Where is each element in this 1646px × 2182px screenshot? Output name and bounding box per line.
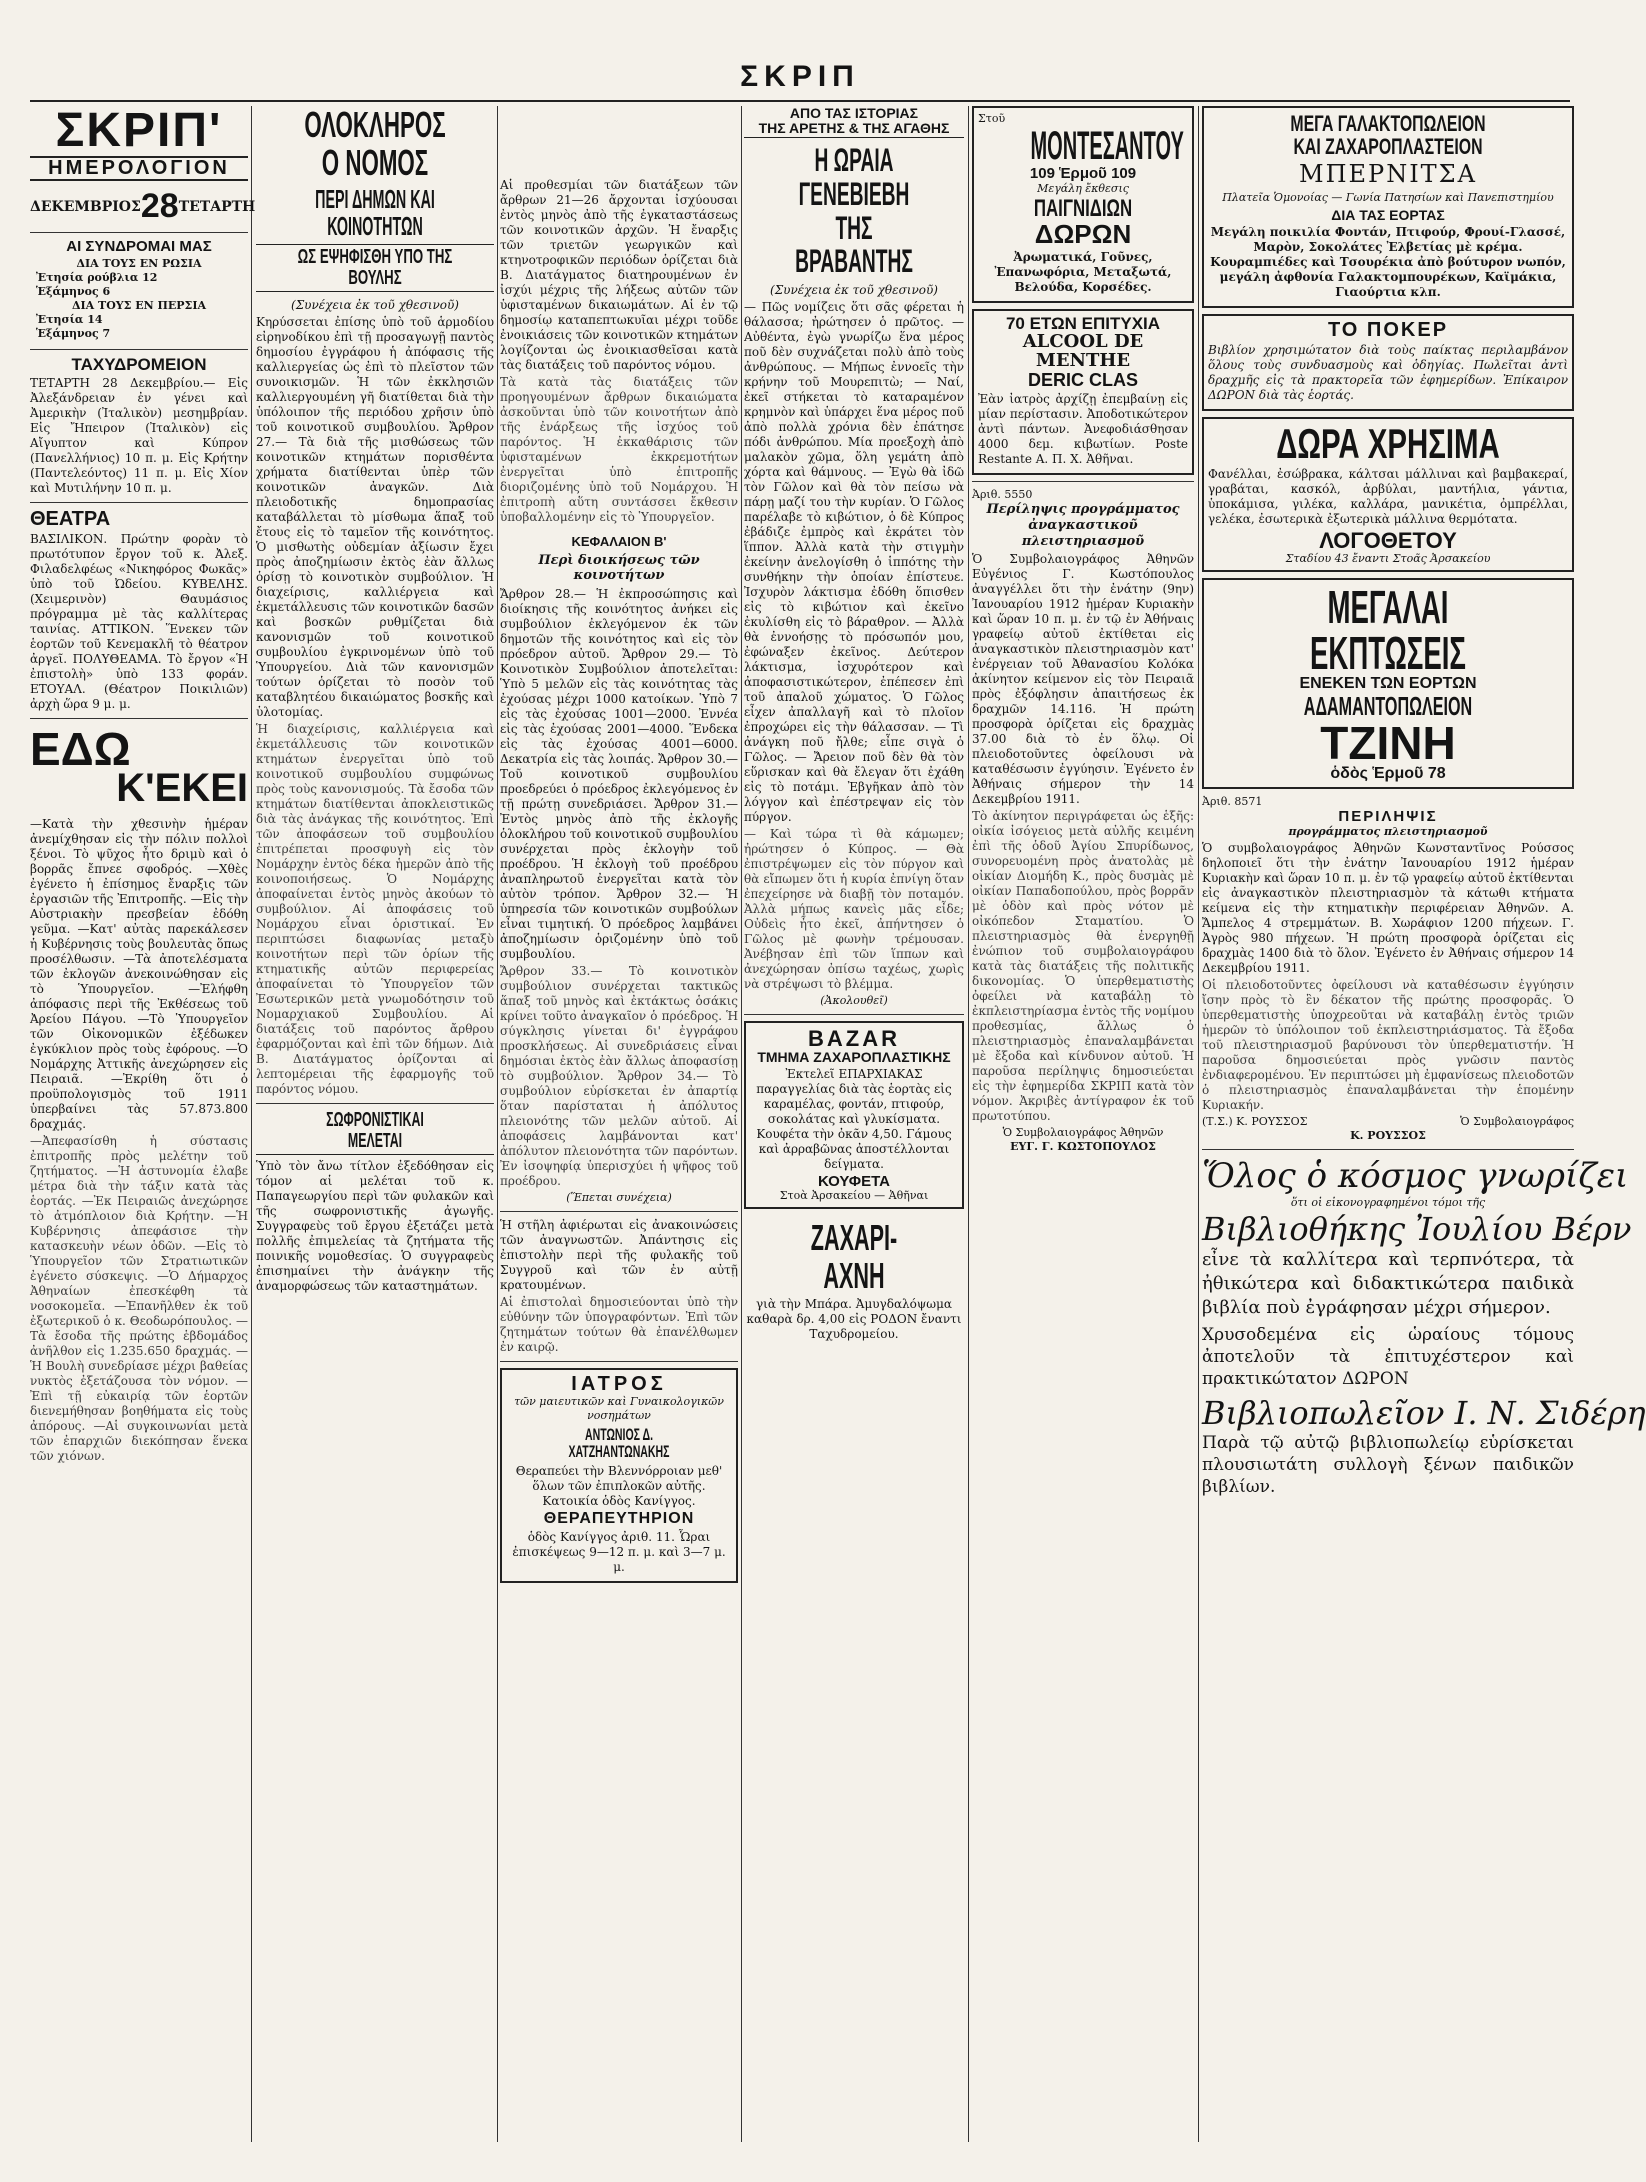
notice-signature-name: Κ. ΡΟΥΣΣΟΣ: [1350, 1128, 1426, 1142]
verne-subtitle: ὅτι οἱ εἰκονογραφημένοι τόμοι τῆς: [1290, 1195, 1486, 1209]
divider: [500, 1211, 738, 1212]
serial-body: — Πῶς νομίζεις ὅτι σᾶς φέρεται ἡ θάλασσα; ἠρώτησεν ὁ πρῶτος. — Αὐθέντα, ἐγὼ γνωρίζω ἕνα μέρος ποῦ δὲν συχνάζεται πολὺ ἀπὸ τοὺς ἀνθρώπους. — Μήπως ἐννοεῖς τὴν κρήνην τοῦ Μουρεπιτὼ; — Ναί, ἐκεῖ στήκεται τὸ καταραμένον κρημνὸν καὶ ὑπάρχει ἕνα μέρος ποῦ ἀπὸ πολλὰ χρόνια δὲν ἐπάτησε πόδι ἀνθρώπου. Μία προεξοχὴ ἀπὸ μαλακὸν χῶμα, ὅλη γεμάτη ἀπὸ χόρτα καὶ θάμνους. — Ἐγὼ θὰ ἰδῶ τὸν Γῶλον καὶ θὰ τὸν πείσω νὰ πάρῃ μαζί του τὴν κυρίαν. Ὁ Γῶλος παρέλαβε τὸ κιβώτιον, ὁ δὲ Κύπρος ἐβάδιζε ἐμπρὸς καὶ ἐκράτει τὸν ἵππον. Ἀλλὰ κατὰ τὴν στιγμὴν ἐκείνην ἀνελογίσθη ὁ ἱππότης τὴν συνθήκην τὴν ὁποίαν ἐπίστευε. Ἰσχυρὸν λάκτισμα ἐδόθη ὅπισθεν εἰς τὸ κιβώτιον καὶ ἐκεῖνο ἐκυλίσθη εἰς τὸ βάραθρον. — Ἀλλὰ θὰ ἐννοήσῃς τὸ πρόσωπόν μου, ἐφώναξεν ἐκεῖνος. Δεύτερον λάκτισμα, ἰσχυρότερον καὶ ἀποφασιστικώτερον, ἐπέπεσεν ἐπὶ τοῦ ἀπαλοῦ χώματος. Ὁ Γῶλος εἶχεν ἀπαλλαγῆ καὶ τὸ πλοῖον ἐπροχώρει εἰς τὴν θάλασσαν. — Τὶ ἀνάγκη ποῦ ἤλθε; εἶπε σιγὰ ὁ Γῶλος. — Ἄρειον ποῦ δὲν θὰ τὸν εὕρισκαν καὶ θὰ ἔλεγαν ὅτι ἐχάθη εἰς τὸ ποτάμι. Ἐβγῆκαν ἀπὸ τὸν λόγγον καὶ ἐπέστρεψαν εἰς τὸν πύργον.: [744, 299, 964, 824]
montesantou-address: 109 Ἑρμοῦ 109: [1029, 165, 1137, 182]
notice-signature: Ὁ Συμβολαιογράφος Ἀθηνῶν: [1002, 1125, 1164, 1139]
letters-body: Ἡ στῆλη ἀφιέρωται εἰς ἀνακοινώσεις τῶν ἀναγνωστῶν. Ἀπάντησις εἰς ἐπιστολὴν περὶ τῆς φυλακῆς τοῦ Συγγροῦ καὶ τῶν ἐν αὐτῇ κρατουμένων.: [500, 1217, 738, 1292]
divider: [744, 1014, 964, 1015]
paper-title: ΣΚΡΙΠ': [55, 104, 223, 157]
chapter-heading: ΚΕΦΑΛΑΙΟΝ Β': [571, 534, 667, 549]
law-headline-note-text: ΩΣ ΕΨΗΦΙΣΘΗ ΥΠΟ ΤΗΣ ΒΟΥΛΗΣ: [297, 246, 453, 290]
edo-title: ΕΔΩ: [30, 722, 131, 775]
notice-body-continued: Οἱ πλειοδοτοῦντες ὀφείλουσι νὰ καταθέσωσιν ἐγγύησιν ἴσην πρὸς τὸ ἓν δέκατον τῆς πρώτης προσφορᾶς. Ὁ ὑπερθεματιστὴς ὑποχρεοῦται νὰ καταβάλῃ ἐντὸς τριῶν ἡμερῶν τὸ ὑπόλοιπον τοῦ ἐκπλειστηριάσματος. Τὰ ἔξοδα τοῦ πλειστηριασμοῦ βαρύνουσι τὸν ὑπερθεματιστήν. Ἡ παροῦσα δημοσιεύεται πρὸς γνῶσιν παντὸς ἐνδιαφερομένου. Ἐν περιπτώσει μὴ ἐμφανίσεως πλειοδοτῶν ὁ πλειστηριασμὸς ἐπαναλαμβάνεται τὴν ἑπομένην Κυριακήν.: [1202, 977, 1574, 1112]
montesantou-sub: Μεγάλη ἔκθεσις: [1037, 181, 1129, 195]
subscriptions-line: ΔΙΑ ΤΟΥΣ ΕΝ ΠΕΡΣΙΑ: [71, 299, 207, 313]
doctor-text: Θεραπεύει τὴν Βλεννόρροιαν μεθ' ὅλων τῶν ἐπιπλοκῶν αὐτῆς. Κατοικία ὁδὸς Κανίγγος.: [515, 1464, 723, 1509]
date-month: ΔΕΚΕΜΒΡΙΟΣ: [30, 198, 141, 215]
gifts-address: Σταδίου 43 ἔναντι Στοᾶς Ἀρσακείου: [1285, 552, 1491, 566]
divider: [30, 718, 248, 719]
law-headline-sub: [256, 183, 494, 241]
bernitsa-text: Μεγάλη ποικιλία Φοντάν, Πτιφούρ, Φρουί-Γλασσέ, Μαρὸν, Σοκολάτες Ἐλβετίας μὲ κρέμα. Κουραμπιέδες καὶ Τσουρέκια ἀπὸ βούτυρον νωπόν, μεγάλη ἀφθονία Γαλακτομπουρέκων, Καϊμάκια, Γιαούρτια κλπ.: [1210, 225, 1566, 300]
serial-headline-text: Η ΩΡΑΙΑ ΓΕΝΕΒΙΕΒΗ: [798, 142, 910, 212]
montesantou-kicker: Στοῦ: [978, 112, 1006, 125]
bernitsa-ad: [1202, 106, 1574, 308]
law-body-continued: Ἡ διαχείρισις, καλλιέργεια καὶ ἐκμετάλλευσις τῶν κοινοτικῶν κτημάτων ἐνεργεῖται ὑπὸ τοῦ κοινοτικοῦ συμβουλίου συμφώνως πρὸς τοὺς κανονισμούς. Τὰ ἔσοδα τῶν κτημάτων διατίθενται ἀποκλειστικῶς διὰ τὰς ἀνάγκας τῆς κοινότητος. Ἐπὶ τῶν ἀποφάσεων τοῦ συμβουλίου ἐπιτρέπεται προσφυγὴ εἰς τὸν Νομάρχην ἐντὸς δέκα ἡμερῶν ἀπὸ τῆς κοινοποιήσεως. Ὁ Νομάρχης ἀποφαίνεται ἐντὸς μηνὸς ἀκούων τὸ συμβούλιον. Αἱ ἀποφάσεις τοῦ Νομάρχου εἶναι ὁριστικαί. Ἐν περιπτώσει διαφωνίας μεταξὺ κοινοτήτων περὶ τῶν ὁρίων τῆς κτηματικῆς αὐτῶν περιφερείας ἀποφαίνεται τὸ Ὑπουργεῖον τῶν Ἐσωτερικῶν μετὰ γνωμοδότησιν τοῦ Νομαρχιακοῦ Συμβουλίου. Αἱ διατάξεις τοῦ παρόντος ἄρθρου ἐφαρμόζονται καὶ ἐπὶ τῶν δήμων. Διὰ Β. Διατάγματος ὁρίζονται αἱ λεπτομέρειαι τῆς ἐφαρμογῆς τοῦ παρόντος νόμου.: [256, 722, 494, 1097]
menthe-ad: [972, 309, 1194, 475]
discount-address: ὁδὸς Ἑρμοῦ 78: [1330, 765, 1446, 783]
masthead-rule: [30, 100, 1570, 102]
verne-text: εἶνε τὰ καλλίτερα καὶ τερπνότερα, τὰ ἠθικώτερα καὶ διδακτικώτερα παιδικὰ βιβλία ποὺ ἐγράφησαν μέχρι σήμερον.: [1202, 1248, 1574, 1318]
divider: [30, 232, 248, 233]
montesantou-gifts: ΔΩΡΩΝ: [1034, 218, 1132, 249]
notice-body-continued: Τὸ ἀκίνητον περιγράφεται ὡς ἑξῆς: οἰκία ἰσόγειος μετὰ αὐλῆς κειμένη ἐπὶ τῆς ὁδοῦ Ἀγίου Σπυρίδωνος, συνορευομένη πρὸς ἀνατολὰς μὲ οἰκίαν Διομήδη Κ., πρὸς δυσμὰς μὲ οἰκίαν Παπαδοπούλου, πρὸς βορρᾶν μὲ ὁδὸν καὶ πρὸς νότον μὲ οἰκόπεδον Σταματίου. Ὁ πλειστηριασμὸς θὰ ἐνεργηθῇ ἐνώπιον τοῦ συμβολαιογράφου κατὰ τὰς διατάξεις τῆς πολιτικῆς δικονομίας. Ὁ ὑπερθεματιστὴς ὀφείλει νὰ καταβάλῃ τὸ ἐκπλειστηρίασμα ἐντὸς τῆς νομίμου προθεσμίας, ἄλλως ὁ πλειστηριασμὸς ἐπαναλαμβάνεται μὲ ἔξοδα καὶ κίνδυνον αὐτοῦ. Ἡ παροῦσα περίληψις δημοσιεύεται εἰς τὴν ἐφημερίδα ΣΚΡΙΠ κατὰ τὸν νόμον. Ἀκριβὲς ἀντίγραφον ἐκ τοῦ πρωτοτύπου.: [972, 808, 1194, 1123]
sub-article-body: Ὑπὸ τὸν ἄνω τίτλον ἐξεδόθησαν εἰς τόμον αἱ μελέται τοῦ κ. Παπαγεωργίου περὶ τῶν φυλακῶν καὶ τῆς σωφρονιστικῆς ἀγωγῆς. Συγγραφεὺς τοῦ ἔργου ἐξετάζει μετὰ πολλῆς ἐπιμελείας τὰ ζητήματα τῆς ποινικῆς νομοθεσίας. Ὁ συγγραφεὺς ἐπισημαίνει τὴν ἀνάγκην τῆς ἀναμορφώσεως τῶν καταστημάτων.: [256, 1159, 494, 1294]
post-office-title: ΤΑΧΥΔΡΟΜΕΙΟΝ: [71, 355, 207, 375]
discount-shop-text: ΑΔΑΜΑΝΤΟΠΩΛΕΙΟΝ: [1303, 690, 1473, 721]
montesantou-toys: [978, 196, 1188, 221]
notice-number: Ἀριθ. 8571: [1202, 795, 1263, 809]
bernitsa-title-sub: [1208, 135, 1568, 158]
chapter-body-continued: Ἄρθρον 33.— Τὸ κοινοτικὸν συμβούλιον συνέρχεται τακτικῶς ἅπαξ τοῦ μηνὸς καὶ ἐκτάκτως ὁσάκις κρίνει τοῦτο ἀναγκαῖον ὁ πρόεδρος. Ἡ σύγκλησις γίνεται δι' ἐγγράφου προσκλήσεως. Αἱ συνεδριάσεις εἶναι δημόσιαι ἐκτὸς ἐὰν ἄλλως ἀποφασίσῃ τὸ συμβούλιον. Ἄρθρον 34.— Τὸ συμβούλιον εὑρίσκεται ἐν ἀπαρτίᾳ ὅταν παρίσταται ἡ ἀπόλυτος πλειονότης τῶν μελῶν αὐτοῦ. Αἱ ἀποφάσεις λαμβάνονται κατ' ἀπόλυτον πλειονότητα τῶν παρόντων. Ἐν ἰσοψηφίᾳ ὑπερισχύει ἡ ψῆφος τοῦ προέδρου.: [500, 963, 738, 1188]
notice-subtitle: προγράμματος πλειστηριασμοῦ: [1288, 824, 1488, 838]
doctor-specialty: τῶν μαιευτικῶν καὶ Γυναικολογικῶν νοσημάτων: [514, 1394, 724, 1422]
doctor-ad: [500, 1368, 738, 1583]
chapter-title: Περὶ διοικήσεως τῶν κοινοτήτων: [538, 552, 700, 583]
notice-title: Περίληψις προγράμματος ἀναγκαστικοῦ πλειστηριασμοῦ: [986, 501, 1180, 549]
column-law: [256, 106, 494, 2136]
gifts-title-text: ΔΩΡΑ ΧΡΗΣΙΜΑ: [1276, 420, 1500, 468]
montesantou-toys-text: ΠΑΙΓΝΙΔΙΩΝ: [1033, 194, 1133, 222]
notice-signatures: [1202, 1115, 1574, 1129]
discount-ad: [1202, 578, 1574, 789]
date-day: 28: [140, 187, 179, 226]
gifts-title: [1208, 420, 1568, 468]
theatres-title: ΘΕΑΤΡΑ: [30, 507, 111, 530]
notice-signature-title: Ὁ Συμβολαιογράφος: [1460, 1114, 1574, 1128]
gifts-text: Φανέλλαι, ἐσώβρακα, κάλτσαι μάλλιναι καὶ βαμβακεραί, γραβάται, κασκόλ, ἀρβύλαι, μαντήλια, γάντια, ὑποκάμισα, γιλέκα, καλλάρα, μανικέτια, ὀμπρέλλαι, γελέκα, ἐσωτερικὰ ἐξωτερικὰ μάλλινα θερμότατα.: [1208, 467, 1568, 527]
divider: [30, 502, 248, 503]
column-calendar: [30, 104, 256, 2136]
montesantou-items: Ἀρωματικά, Γοῦνες, Ἐπανωφόρια, Μεταξωτά, Βελούδα, Κορσέδες.: [994, 250, 1172, 295]
notice-signature-name: ΕΥΓ. Γ. ΚΩΣΤΟΠΟΥΛΟΣ: [1010, 1139, 1156, 1153]
menthe-title: 70 ΕΤΩΝ ΕΠΙΤΥΧΙΑ: [1005, 314, 1161, 334]
gifts-ad: [1202, 417, 1574, 572]
sub-article-title-text: ΣΩΦΡΟΝΙΣΤΙΚΑΙ ΜΕΛΕΤΑΙ: [326, 1109, 424, 1153]
verne-library-name: Βιβλιοθήκης Ἰουλίου Βέρν: [1202, 1209, 1632, 1248]
column-divider: [1198, 106, 1199, 2142]
subscriptions-list: [30, 255, 248, 343]
subscriptions-line: Ἐτησία ρούβλια 12: [36, 271, 158, 285]
column-divider: [497, 106, 498, 2142]
doctor-name-text: ΑΝΤΩΝΙΟΣ Δ. ΧΑΤΖΗΑΝΤΩΝΑΚΗΣ: [568, 1424, 670, 1462]
poker-ad: [1202, 314, 1574, 411]
discount-owner: ΤΖΙΝΗ: [1320, 717, 1456, 770]
law-body: Κηρύσσεται ἐπίσης ὑπὸ τοῦ ἁρμοδίου εἰρηνοδίκου ἐπὶ τῇ προσαγωγῇ παντὸς δημοσίου ἐγγράφου ἡ ἀπόφασις τῆς καλλιεργείας ὡς ἐπὶ τὸ πλεῖστον τῶν συνοικισμῶν. Ἡ τῶν ἐκκλησιῶν καλλιεργουμένη γῆ διατίθεται διὰ τὴν ὑπόλοιπον τῆς περιόδου χρῆσιν ὑπὸ τοῦ κοινοτικοῦ συμβουλίου. Ἄρθρον 27.— Τὰ διὰ τῆς μισθώσεως τῶν κοινοτικῶν κτημάτων πορισθέντα χρήματα διατίθενται ὑπὲρ τῶν κοινοτικῶν ἀναγκῶν. Διὰ πλειοδοτικῆς δημοπρασίας καταβάλλεται τὸ μίσθωμα ἅπαξ τοῦ ἔτους εἰς τὸ ταμεῖον τῆς κοινότητος. Ὁ μισθωτὴς οὐδεμίαν ἀξίωσιν ἔχει πρὸς ἀποζημίωσιν ἐκτὸς ἐὰν ἄλλως ὁρίσῃ τὸ κοινοτικὸν συμβούλιον. Ἡ διαχείρισις, καλλιέργεια καὶ ἐκμετάλλευσις τῶν κοινοτικῶν δασῶν καὶ βοσκῶν ρυθμίζεται διὰ κανονισμῶν τοῦ κοινοτικοῦ συμβουλίου ἐγκρινομένων ὑπὸ τοῦ Ὑπουργείου. Διὰ τῶν κανονισμῶν τούτων ὁρίζεται τὸ ποσὸν τοῦ καταβλητέου δικαιώματος βοσκῆς καὶ ὑλοτομίας.: [256, 315, 494, 720]
subscriptions-line: Ἑξάμηνος 7: [36, 327, 111, 341]
column-divider: [741, 106, 742, 2142]
law-articles-continued: Τὰ κατὰ τὰς διατάξεις τῶν προηγουμένων ἄρθρων δικαιώματα ἀσκοῦνται ὑπὸ τῶν κοινοτήτων ἀπὸ τῆς ἐνάρξεως τῆς ἰσχύος τοῦ παρόντος. Ἡ ἐκκαθάρισις τῶν ὑφισταμένων ἐκκρεμοτήτων ἐνεργεῖται ὑπὸ ἐπιτροπῆς διοριζομένης ὑπὸ τοῦ Νομάρχου. Ἡ ἐπιτροπὴ αὕτη συντάσσει ἔκθεσιν ὑποβαλλομένην εἰς τὸ Ὑπουργεῖον.: [500, 375, 738, 524]
zachari-title-text: ΖΑΧΑΡΙ-ΑΧΝΗ: [810, 1217, 898, 1297]
column-ads: [972, 106, 1194, 2136]
divider: [256, 1103, 494, 1104]
bernitsa-name: ΜΠΕΡΝΙΤΣΑ: [1299, 160, 1477, 189]
bazar-ad: [744, 1021, 964, 1210]
menthe-product: ALCOOL DE MENTHE: [1022, 331, 1144, 371]
discount-title-sub: [1208, 627, 1568, 680]
bazar-kufeta: ΚΟΥΦΕΤΑ: [817, 1172, 891, 1190]
clinic-title: ΘΕΡΑΠΕΥΤΗΡΙΟΝ: [543, 1510, 695, 1528]
discount-title-sub-text: ΕΚΠΤΩΣΕΙΣ: [1310, 627, 1466, 680]
bernitsa-address: Πλατεῖα Ὁμονοίας — Γωνία Πατησίων καὶ Πανεπιστημίου: [1222, 191, 1554, 205]
law-headline-sub-text: ΠΕΡΙ ΔΗΜΩΝ ΚΑΙ ΚΟΙΝΟΤΗΤΩΝ: [315, 183, 435, 241]
ekei-title: Κ'ΕΚΕΙ: [116, 766, 248, 811]
bernitsa-title: [1208, 112, 1568, 135]
serial-headline-sub: [744, 209, 964, 280]
doctor-label: ΙΑΤΡΟΣ: [571, 1372, 667, 1395]
continues-note: (Ἕπεται συνέχεια): [566, 1190, 672, 1204]
serial-body-continued: — Καὶ τώρα τὶ θὰ κάμωμεν; ἠρώτησεν ὁ Κύπρος. — Θὰ ἐπιστρέψωμεν εἰς τὸν πύργον καὶ θὰ εἴπωμεν ὅτι ἡ κυρία ἐπνίγη ὅταν ἐπεχείρησε νὰ διαβῇ τὸν ποταμόν. Ἀλλὰ μήπως κανεὶς μᾶς εἶδε; Οὐδεὶς ἦτο ἐκεῖ, ἀπήντησεν ὁ Γῶλος μὲ φωνὴν τρέμουσαν. Ἀνέβησαν ἐπὶ τῶν ἵππων καὶ ἀνεχώρησαν ὀπίσω ταχέως, χωρὶς νὰ στρέψωσι τὸ βλέμμα.: [744, 826, 964, 991]
divider: [30, 349, 248, 350]
zachari-title: [744, 1219, 964, 1295]
serial-headline: [744, 144, 964, 211]
montesantou-headline: [978, 126, 1188, 166]
news-briefs-continued: —Ἀπεφασίσθη ἡ σύστασις ἐπιτροπῆς πρὸς μελέτην τοῦ ζητήματος. —Ἡ ἀστυνομία ἐλαβε μέτρα διὰ τὴν τάξιν κατὰ τὰς ἑορτάς. —Ἐκ Πειραιῶς ἀνεχώρησε τὸ ἀτμόπλοιον διὰ Κρήτην. —Ἡ Κυβέρνησις ἀπεφάσισε τὴν κατασκευὴν νέων ὁδῶν. —Εἰς τὸ Ὑπουργεῖον τῶν Στρατιωτικῶν ἐγένετο σύσκεψις. —Ὁ Δήμαρχος Ἀθηναίων ἐπεσκέφθη τὰ νοσοκομεῖα. —Ἐπανῆλθεν ἐκ τοῦ ἐξωτερικοῦ ὁ κ. Θεοδωρόπουλος. —Τὰ ἔσοδα τῆς πρώτης ἑβδομάδος ἀνῆλθον εἰς 1.235.650 δραχμάς. —Ἡ Βουλὴ συνεδρίασε μέχρι βαθείας νυκτὸς ἐξετάζουσα τὸν νόμον. —Ἐπὶ τῇ εὐκαιρίᾳ τῶν ἑορτῶν διενεμήθησαν βοηθήματα εἰς τοὺς ἀπόρους. —Αἱ συγκοινωνίαι μετὰ τῶν ἐπαρχιῶν διεκόπησαν ἕνεκα τῶν χιόνων.: [30, 1134, 248, 1464]
continued-note: (Συνέχεια ἐκ τοῦ χθεσινοῦ): [291, 298, 459, 313]
clinic-text: ὁδὸς Κανίγγος ἀριθ. 11. Ὧραι ἐπισκέψεως 9—12 π. μ. καὶ 3—7 μ. μ.: [512, 1530, 726, 1575]
bazar-address: Στοὰ Ἀρσακείου — Ἀθῆναι: [779, 1189, 929, 1203]
verne-bookshop: Βιβλιοπωλεῖον Ι. Ν. Σιδέρη: [1202, 1393, 1646, 1432]
subscriptions-line: Ἐτησία 14: [36, 313, 103, 327]
column-divider: [968, 106, 969, 2142]
paper-subtitle: ΗΜΕΡΟΛΟΓΙΟΝ: [30, 156, 248, 181]
date-line: [30, 187, 256, 226]
menthe-text: Ἐὰν ἰατρὸς ἀρχίζῃ ἐπεμβαίνῃ εἰς μίαν περίστασιν. Ἀποδοτικώτερον ἀντὶ πάντων. Ἀνεφοδιάσθησαν 4000 δεμ. κιβωτίων. Poste Restante Α. Π. Χ. Ἀθῆναι.: [978, 391, 1188, 466]
column-serial: [744, 106, 964, 2136]
law-headline-note: [256, 244, 494, 292]
gifts-shop: ΛΟΓΟΘΕΤΟΥ: [1319, 528, 1457, 554]
column-ads-right: [1202, 106, 1646, 2136]
notice-signature-seal: (Τ.Σ.) Κ. ΡΟΥΣΣΟΣ: [1202, 1114, 1308, 1128]
post-office-text: ΤΕΤΑΡΤΗ 28 Δεκεμβρίου.— Εἰς Ἀλεξάνδρειαν ἐν γένει καὶ Ἀμερικὴν (Ἰταλικὸν) μεσημβρίαν. Εἰς Ἤπειρον (Ἰταλικὸν) εἰς Αἴγυπτον καὶ Κύπρον (Πανελλήνιος) 10 π. μ. Εἰς Κρήτην (Παντελεόντος) 11 π. μ. Εἰς Χίον καὶ Μυτιλήνην 10 π. μ.: [30, 375, 248, 495]
continues-note: (Ἀκολουθεῖ): [820, 993, 888, 1007]
masthead: ΣΚΡΙΠ: [740, 60, 860, 93]
menthe-brand: DERIC CLAS: [1027, 369, 1138, 390]
law-headline-text: ΟΛΟΚΛΗΡΟΣ Ο ΝΟΜΟΣ: [304, 104, 446, 183]
bernitsa-title-text: ΜΕΓΑ ΓΑΛΑΚΤΟΠΩΛΕΙΟΝ: [1290, 111, 1486, 136]
divider: [500, 1361, 738, 1362]
bernitsa-sub: ΔΙΑ ΤΑΣ ΕΟΡΤΑΣ: [1331, 207, 1445, 224]
theatres-text: ΒΑΣΙΛΙΚΟΝ. Πρώτην φορὰν τὸ πρωτότυπον ἔργον τοῦ κ. Ἀλεξ. Φιλαδελφέως «Νικηφόρος Φωκᾶς» ὑπὸ τοῦ Ὠδείου. ΚΥΒΕΛΗΣ. (Χειμερινὸν) Θαυμάσιος πρόγραμμα μὲ τὰς καλλίτερας ταινίας. ΑΤΤΙΚΟΝ. Ἕνεκεν τῶν ἑορτῶν τοῦ Κενεμακλῆ τὸ θέατρον ἀργεῖ. ΠΟΛΥΘΕΑΜΑ. Τὸ ἔργον «Ἡ ἐπιστολὴ» ὑπὸ 133 φοράν. ΕΤΟΥΑΛ. (Θέατρον Ποικιλιῶν) ἀρχὴ ὥρα 9 μ. μ.: [30, 531, 248, 711]
chapter-body: Ἄρθρον 28.— Ἡ ἐκπροσώπησις καὶ διοίκησις τῆς κοινότητος ἀνήκει εἰς συμβούλιον ἐκλεγόμενον ἐκ τῶν δημοτῶν τῆς κοινότητος καὶ εἰς τὸν πρόεδρον αὐτοῦ. Ἄρθρον 29.— Τὸ Κοινοτικὸν Συμβούλιον ἀποτελεῖται: Ὑπὸ 5 μελῶν εἰς τὰς κοινότητας τὰς ἐχούσας μέχρι 1000 κατοίκων. Ὑπὸ 7 εἰς τὰς ἐχούσας 1001—2000. Ἐννέα εἰς τὰς ἐχούσας 2001—4000. Ἕνδεκα εἰς τὰς ἐχούσας 4001—6000. Δεκατρία εἰς τὰς λοιπάς. Ἄρθρον 30.— Τοῦ κοινοτικοῦ συμβουλίου προεδρεύει ὁ πρόεδρος ἐκλεγόμενος ἐν τῇ πρώτῃ συνεδριάσει. Ἄρθρον 31.— Ἐντὸς μηνὸς ἀπὸ τῆς ἐκλογῆς ὁλοκλήρου τοῦ κοινοτικοῦ συμβουλίου συνέρχεται πρὸς ἐκλογὴν τοῦ προέδρου. Ἡ ἐκλογὴ τοῦ προέδρου ἀναπληρωτοῦ ἐνεργεῖται κατὰ τὸν αὐτὸν τρόπον. Ἄρθρον 32.— Ἡ ὑπηρεσία τῶν κοινοτικῶν συμβούλων εἶναι τιμητική. Ὁ πρόεδρος λαμβάνει ἀποζημίωσιν ὁριζομένην ὑπὸ τοῦ συμβουλίου.: [500, 586, 738, 961]
montesantou-headline-text: ΜΟΝΤΕΣΑΝΤΟΥ: [1030, 124, 1184, 168]
subscriptions-line: Ἑξάμηνος 6: [36, 285, 111, 299]
poker-text: Βιβλίον χρησιμώτατον διὰ τοὺς παίκτας περιλαμβάνον ὅλους τοὺς συνδυασμοὺς καὶ ὁδηγίας. Πωλεῖται ἀντὶ δραχμῆς εἰς τὰ πρακτορεῖα τῶν ἐφημερίδων. Ἐπίκαιρον ΔΩΡΟΝ διὰ τὰς ἑορτάς.: [1208, 343, 1568, 403]
poker-title: ΤΟ ΠΟΚΕΡ: [1327, 319, 1449, 342]
divider: [972, 481, 1194, 482]
subscriptions-title: ΑΙ ΣΥΝΔΡΟΜΑΙ ΜΑΣ: [66, 238, 212, 256]
date-weekday: ΤΕΤΑΡΤΗ: [178, 198, 256, 215]
sub-article-title: [256, 1110, 494, 1155]
bazar-title: BAZAR: [808, 1025, 900, 1051]
doctor-name: [506, 1426, 732, 1462]
letters-body-continued: Αἱ ἐπιστολαὶ δημοσιεύονται ὑπὸ τὴν εὐθύνην τῶν ὑπογραφόντων. Ἐπὶ τῶν ζητημάτων τούτων θὰ ἐπανέλθωμεν ἐν καιρῷ.: [500, 1294, 738, 1354]
discount-title-text: ΜΕΓΑΛΑΙ: [1327, 581, 1449, 634]
serial-kicker: ΑΠΟ ΤΑΣ ΙΣΤΟΡΙΑΣ: [789, 105, 919, 121]
verne-offer: Χρυσοδεμένα εἰς ὡραίους τόμους ἀποτελοῦν τὰ ἐπιτυχέστερον καὶ πρακτικώτατον ΔΩΡΟΝ: [1202, 1324, 1574, 1389]
discount-title: [1208, 581, 1568, 634]
law-headline: [256, 106, 494, 182]
verne-headline: Ὅλος ὁ κόσμος γνωρίζει: [1202, 1155, 1629, 1196]
serial-headline-sub-text: ΤΗΣ ΒΡΑΒΑΝΤΗΣ: [795, 209, 913, 280]
bernitsa-title-sub-text: ΚΑΙ ΖΑΧΑΡΟΠΛΑΣΤΕΙΟΝ: [1293, 134, 1483, 160]
column-divider: [251, 106, 252, 2142]
notice-body: Ὁ Συμβολαιογράφος Ἀθηνῶν Εὐγένιος Γ. Κωστόπουλος ἀναγγέλλει ὅτι τὴν ἐνάτην (9ην) Ἰανουαρίου 1912 ἡμέραν Κυριακὴν καὶ ὥραν 10 π. μ. ἐν τῷ ἐν Ἀθήναις γραφείῳ αὐτοῦ ἐκτίθεται εἰς ἀναγκαστικὸν πλειστηριασμὸν κατ' ἐνέργειαν τοῦ Ἀθανασίου Κολόκα ἀκίνητον κείμενον εἰς τὸν Πειραιᾶ πρὸς ἐξόφλησιν ἀπαιτήσεως ἐκ δραχμῶν 14.116. Ἡ πρώτη προσφορὰ ὁρίζεται εἰς δραχμὰς 37.00 διὰ τὸ ἐν ὅλῳ. Οἱ πλειοδοτοῦντες ὀφείλουσι νὰ καταθέσωσιν ἐγγύησιν. Ἐγένετο ἐν Ἀθήναις σήμερον τὴν 14 Δεκεμβρίου 1911.: [972, 551, 1194, 806]
bazar-text: Ἐκτελεῖ ΕΠΑΡΧΙΑΚΑΣ παραγγελίας διὰ τὰς ἑορτὰς εἰς καραμέλας, φοντάν, πτιφούρ, σοκολάτας καὶ γλυκίσματα. Κουφέτα τὴν ὀκᾶν 4,50. Γάμους καὶ ἀρραβῶνας ἀποστέλλονται δείγματα.: [756, 1066, 952, 1171]
zachari-text: γιὰ τὴν Μπάρα. Ἀμυγδαλόψωμα καθαρὰ δρ. 4,00 εἰς ΡΟΔΟΝ ἔναντι Ταχυδρομείου.: [746, 1296, 962, 1341]
notice-number: Ἀριθ. 5550: [972, 487, 1033, 501]
divider: [1202, 1149, 1574, 1150]
discount-shop: [1208, 690, 1568, 721]
montesantou-ad: [972, 106, 1194, 303]
discount-reason: ΕΝΕΚΕΝ ΤΩΝ ΕΟΡΤΩΝ: [1299, 675, 1477, 693]
notice-body: Ὁ συμβολαιογράφος Ἀθηνῶν Κωνσταντῖνος Ρούσσος δηλοποιεῖ ὅτι τὴν ἐνάτην Ἰανουαρίου 1912 ἡμέραν Κυριακὴν καὶ ὥραν 10 π. μ. ἐν τῷ γραφείῳ αὐτοῦ ἐκτίθενται εἰς ἀναγκαστικὸν πλειστηριασμὸν τὰ κάτωθι κτήματα κείμενα εἰς τὴν κτηματικὴν περιφέρειαν Ἀθηνῶν. Α. Ἄμπελος 4 στρεμμάτων. Β. Χωράφιον 1200 πήχεων. Γ. Ἀγρὸς 980 πήχεων. Ἡ πρώτη προσφορὰ ὁρίζεται εἰς δραχμὰς 1400 διὰ τὸ ὅλον. Ἐγένετο ἐν Ἀθήναις σήμερον 14 Δεκεμβρίου 1911.: [1202, 840, 1574, 975]
law-articles: Αἱ προθεσμίαι τῶν διατάξεων τῶν ἄρθρων 21—26 ἄρχονται ἰσχύουσαι ἐντὸς μηνὸς ἀπὸ τῆς ἐγκαταστάσεως τῶν κοινοτικῶν ἀρχῶν. Ἡ ἔναρξις τῶν τριετῶν γεωργικῶν καὶ κτηνοτροφικῶν περιόδων ὁρίζεται διὰ Β. Διατάγματος διατηρουμένων ἐν ἰσχύι μέχρις τῆς λήξεως αὐτῶν τῶν ὑφισταμένων δικαιωμάτων. Αἱ ἐν τῷ δημοσίῳ καταπεπτωκυῖαι μέχρι τοῦδε ἐνοικιάσεις τῶν κοινοτικῶν κτημάτων λογίζονται ὡς ἐνοικιασθεῖσαι κατὰ τὰς διατάξεις τοῦ παρόντος νόμου.: [500, 178, 738, 372]
serial-kicker-sub: ΤΗΣ ΑΡΕΤΗΣ & ΤΗΣ ΑΓΑΘΗΣ: [744, 121, 964, 139]
bazar-subtitle: ΤΜΗΜΑ ΖΑΧΑΡΟΠΛΑΣΤΙΚΗΣ: [757, 1048, 951, 1065]
subscriptions-line: ΔΙΑ ΤΟΥΣ ΕΝ ΡΩΣΙΑ: [76, 257, 202, 271]
column-law-continued: [500, 106, 738, 2136]
verne-footer: Παρὰ τῷ αὐτῷ βιβλιοπωλείῳ εὑρίσκεται πλουσιωτάτη συλλογὴ ξένων παιδικῶν βιβλίων.: [1202, 1432, 1574, 1497]
notice-title: ΠΕΡΙΛΗΨΙΣ: [1338, 808, 1438, 826]
continued-note: (Συνέχεια ἐκ τοῦ χθεσινοῦ): [770, 282, 938, 297]
news-briefs: —Κατὰ τὴν χθεσινὴν ἡμέραν ἀνεμίχθησαν εἰς τὴν πόλιν πολλοὶ ξένοι. Τὸ ψῦχος ἦτο δριμὺ καὶ ὁ βορρᾶς ἔπνεε σφοδρός. —Χθὲς ἐγένετο ἡ ἐπίσημος ἔναρξις τῶν ἐργασιῶν τῆς Ἐπιτροπῆς. —Εἰς τὴν Αὐστριακὴν πρεσβείαν ἐδόθη γεῦμα. —Κατ' αὐτὰς παρεκάλεσεν ἡ Κυβέρνησις τοὺς βουλευτὰς ὅπως προσέλθωσιν. —Τὰ ἀποτελέσματα τῶν ἐκλογῶν ἀνεκοινώθησαν εἰς τὸ Ὑπουργεῖον. —Ἐλήφθη ἀπόφασις περὶ τῆς Ἐκθέσεως τοῦ Ἀρείου Πάγου. —Τὸ Ὑπουργεῖον τῶν Οἰκονομικῶν ἐξέδωκεν ἐγκύκλιον πρὸς τοὺς ἐφόρους. —Ὁ Νομάρχης Ἀττικῆς ἀνεχώρησεν εἰς Πειραιᾶ. —Ἐκρίθη ὅτι ὁ προϋπολογισμὸς τοῦ 1911 ὑπερβαίνει τὰς 57.873.800 δραχμάς.: [30, 817, 248, 1132]
